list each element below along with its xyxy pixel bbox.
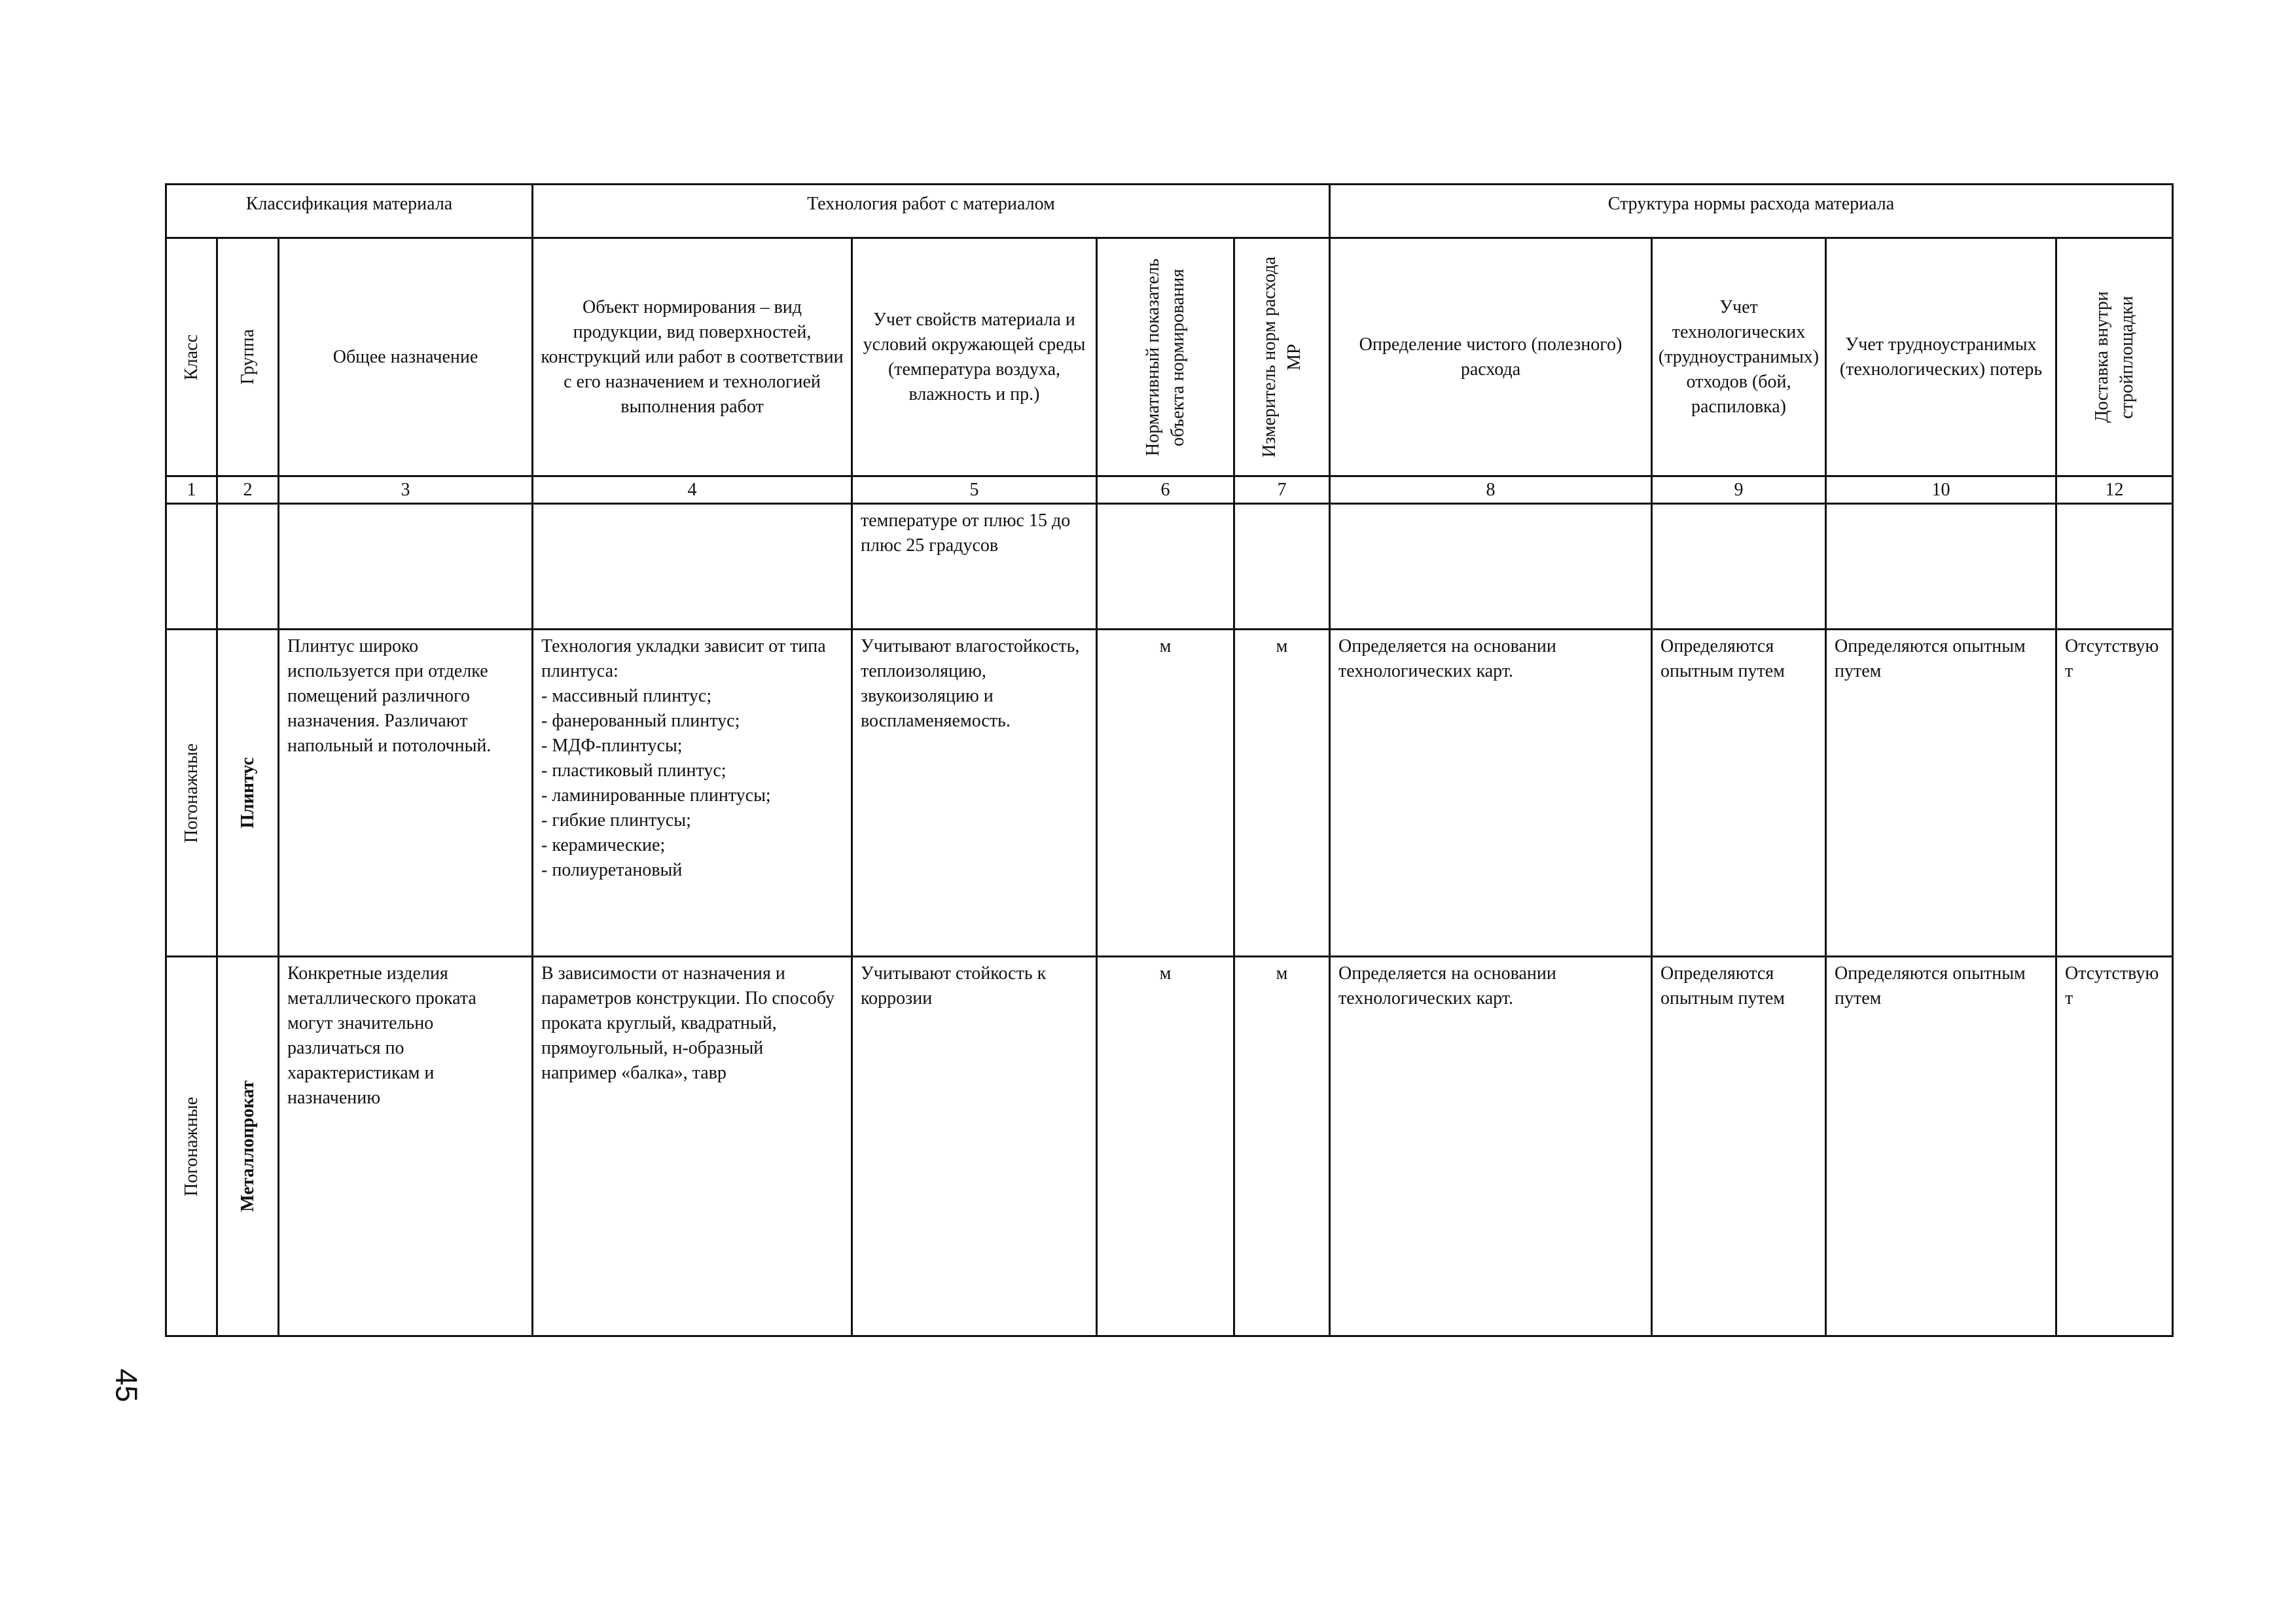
column-number: 9 — [1653, 477, 1827, 505]
cell-net: Определяется на основании технологических карт. — [1331, 957, 1653, 1337]
cell-meter — [1235, 505, 1331, 630]
list-item: - массивный плинтус; — [541, 686, 712, 706]
cell-purpose: Плинтус широко используется при отделке помещений различного назначения. Различают напольный и потолочный. — [279, 630, 533, 957]
cell-delivery — [2057, 505, 2174, 630]
cell-object — [533, 957, 853, 1337]
list-item: - полиуретановый — [541, 860, 683, 880]
header-losses: Учет трудноустранимых (технологических) потерь — [1827, 239, 2057, 477]
column-number: 6 — [1098, 477, 1235, 505]
cell-indicator — [1098, 505, 1235, 630]
header-group-structure: Структура нормы расхода материала — [1331, 185, 2174, 239]
column-number: 8 — [1331, 477, 1653, 505]
column-number: 2 — [218, 477, 279, 505]
header-net-consumption: Определение чистого (полезного) расхода — [1331, 239, 1653, 477]
header-group-technology: Технология работ с материалом — [533, 185, 1331, 239]
cell-properties: температуре от плюс 15 до плюс 25 градусов — [853, 505, 1098, 630]
cell-purpose: Конкретные изделия металлического проката могут значительно различаться по характеристикам и назначению — [279, 957, 533, 1337]
column-number: 3 — [279, 477, 533, 505]
header-properties: Учет свойств материала и условий окружающей среды (температура воздуха, влажность и пр.) — [853, 239, 1098, 477]
cell-properties: Учитывают стойкость к коррозии — [853, 957, 1098, 1337]
header-group: Группа — [218, 239, 279, 477]
header-delivery: Доставка внутри стройплощадки — [2057, 239, 2174, 477]
header-indicator: Нормативный показатель объекта нормирования — [1098, 239, 1235, 477]
cell-losses — [1827, 505, 2057, 630]
cell-delivery: Отсутствуют — [2057, 957, 2174, 1337]
column-number: 7 — [1235, 477, 1331, 505]
cell-class: Погонажные — [167, 957, 218, 1337]
list-item: - пластиковый плинтус; — [541, 760, 726, 781]
cell-meter: м — [1235, 630, 1331, 957]
cell-delivery: Отсутствуют — [2057, 630, 2174, 957]
cell-losses: Определяются опытным путем — [1827, 957, 2057, 1337]
list-item: - ламинированные плинтусы; — [541, 785, 771, 806]
header-class: Класс — [167, 239, 218, 477]
cell-group — [218, 505, 279, 630]
cell-object-text: Технология укладки зависит от типа плинтуса: — [541, 636, 826, 681]
cell-net: Определяется на основании технологических карт. — [1331, 630, 1653, 957]
column-number: 10 — [1827, 477, 2057, 505]
header-meter: Измеритель норм расхода МР — [1235, 239, 1331, 477]
header-purpose: Общее назначение — [279, 239, 533, 477]
cell-properties: Учитывают влагостойкость, теплоизоляцию, звукоизоляцию и воспламеняемость. — [853, 630, 1098, 957]
material-norms-table — [165, 183, 2174, 1337]
list-item: - МДФ-плинтусы; — [541, 736, 683, 756]
cell-purpose — [279, 505, 533, 630]
cell-waste: Определяются опытным путем — [1653, 630, 1827, 957]
cell-waste: Определяются опытным путем — [1653, 957, 1827, 1337]
cell-losses: Определяются опытным путем — [1827, 630, 2057, 957]
column-number: 4 — [533, 477, 853, 505]
cell-indicator: м — [1098, 630, 1235, 957]
header-waste: Учет технологических (трудноустранимых) отходов (бой, распиловка) — [1653, 239, 1827, 477]
header-group-classification: Классификация материала — [167, 185, 533, 239]
column-number: 1 — [167, 477, 218, 505]
column-number: 12 — [2057, 477, 2174, 505]
list-item: - фанерованный плинтус; — [541, 711, 740, 731]
cell-class: Погонажные — [167, 630, 218, 957]
cell-group: Плинтус — [218, 630, 279, 957]
cell-meter: м — [1235, 957, 1331, 1337]
cell-object-text: В зависимости от назначения и параметров конструкции. По способу проката круглый, квадратный, прямоугольный, н-образный например «балка», тавр — [541, 963, 835, 1083]
cell-object — [533, 630, 853, 957]
column-number: 5 — [853, 477, 1098, 505]
page-number: 45 — [109, 1368, 144, 1402]
header-object: Объект нормирования – вид продукции, вид поверхностей, конструкций или работ в соответствии с его назначением и технологией выполнения работ — [533, 239, 853, 477]
list-item: - гибкие плинтусы; — [541, 810, 691, 830]
cell-waste — [1653, 505, 1827, 630]
cell-object — [533, 505, 853, 630]
list-item: - керамические; — [541, 835, 666, 855]
cell-class — [167, 505, 218, 630]
cell-indicator: м — [1098, 957, 1235, 1337]
cell-net — [1331, 505, 1653, 630]
cell-group: Металлопрокат — [218, 957, 279, 1337]
object-type-list — [541, 684, 843, 883]
